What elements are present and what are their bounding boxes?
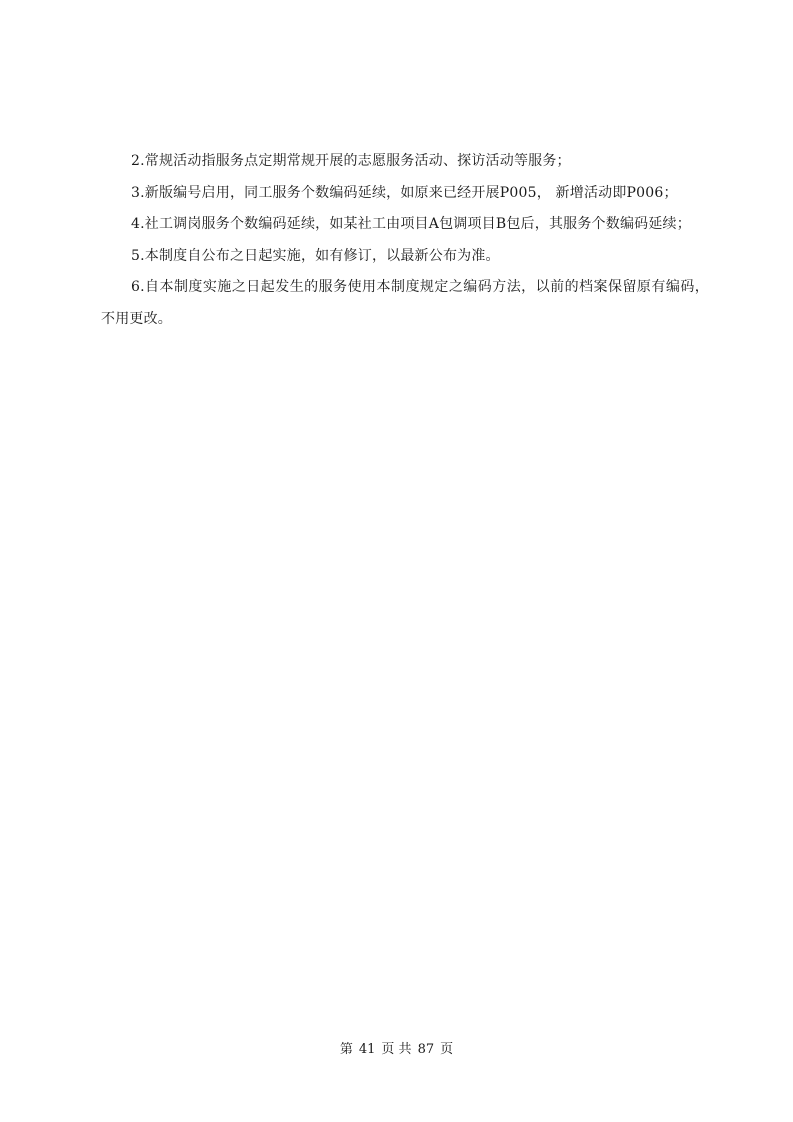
paragraph-item-3: 3.新版编号启用，同工服务个数编码延续，如原来已经开展P005， 新增活动即P006； (131, 184, 678, 201)
total-page-count: 87 (417, 1042, 435, 1057)
paragraph-item-6: 6.自本制度实施之日起发生的服务使用本制度规定之编码方法，以前的档案保留原有编码，不用更改。 (101, 279, 709, 327)
footer-prefix: 第 (339, 1042, 353, 1057)
paragraph-item-4: 4.社工调岗服务个数编码延续，如某社工由项目A包调项目B包后，其服务个数编码延续； (131, 216, 691, 232)
paragraph-item-2: 2.常规活动指服务点定期常规开展的志愿服务活动、探访活动等服务； (131, 153, 571, 169)
page-footer (0, 1040, 793, 1060)
paragraph-item-5: 5.本制度自公布之日起实施，如有修订，以最新公布为准。 (131, 247, 500, 264)
footer-middle: 页 共 (381, 1042, 412, 1057)
current-page-number: 41 (358, 1042, 376, 1057)
footer-suffix: 页 (440, 1042, 454, 1057)
document-body (101, 146, 709, 335)
